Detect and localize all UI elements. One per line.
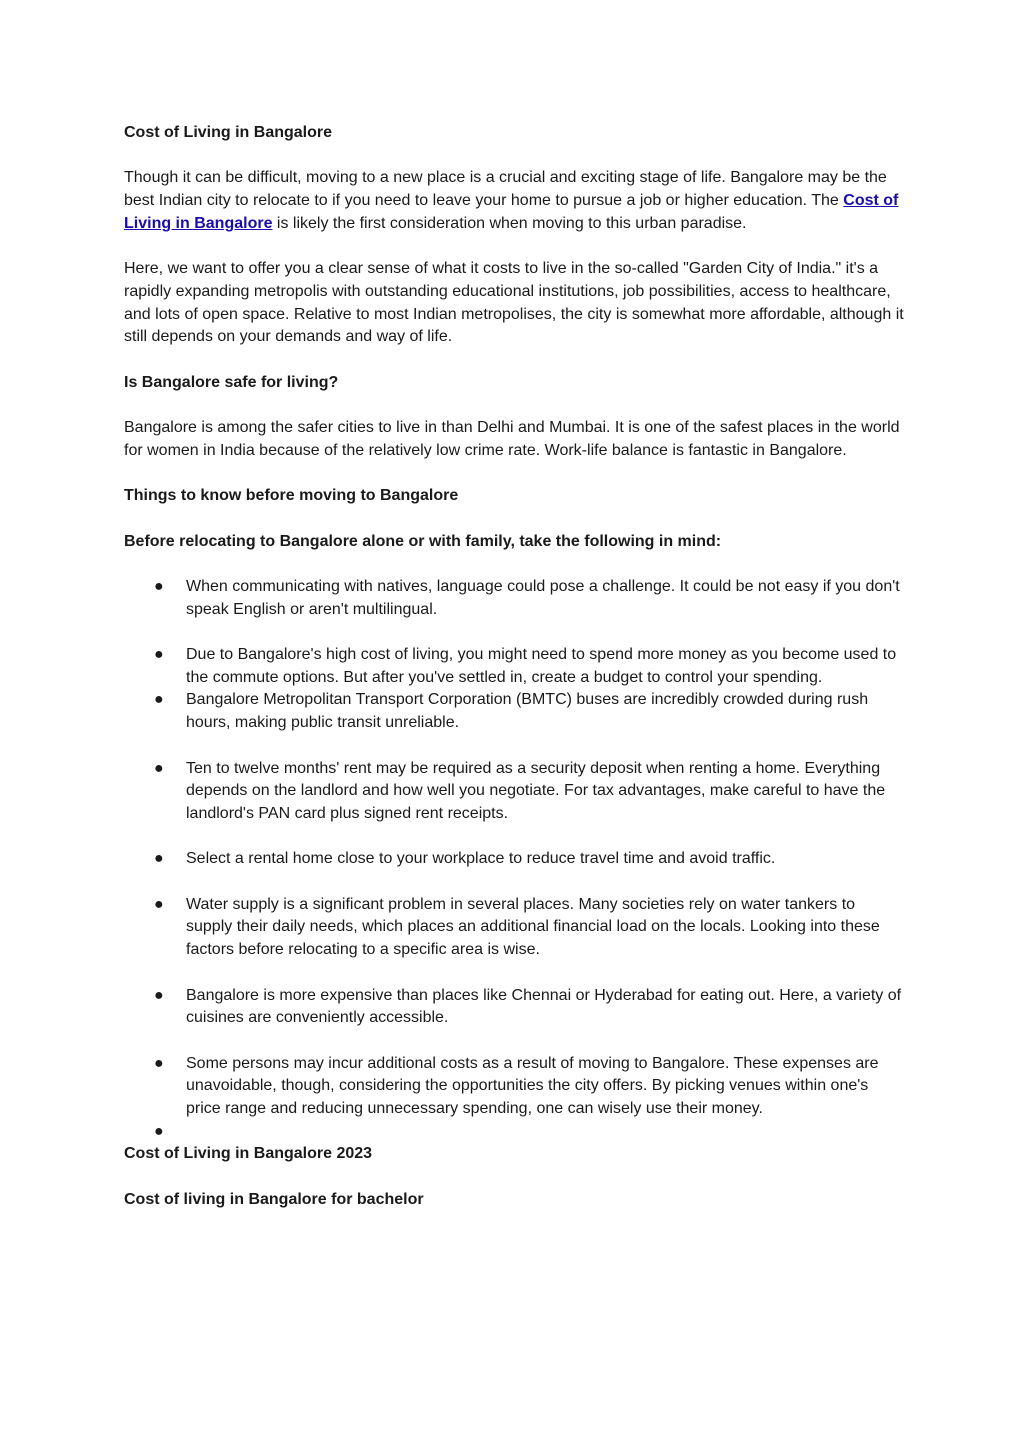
list-item xyxy=(124,576,904,621)
list-item xyxy=(124,985,904,1030)
overview-paragraph: Here, we want to offer you a clear sense of what it costs to live in the so-called "Garden City of India." it's a rapidly expanding metropolis with outstanding educational institutions, job possibilities, access to healthcare, and lots of open space. Relative to most Indian metropolises, the city is somewhat more affordable, although it still depends on your demands and way of life. xyxy=(124,260,904,346)
bullet-icon: ● xyxy=(154,986,164,1004)
safety-heading: Is Bangalore safe for living? xyxy=(124,373,339,391)
list-item xyxy=(124,689,904,734)
bullet-icon: ● xyxy=(154,577,164,595)
bullet-icon: ● xyxy=(154,895,164,913)
list-item-text: Select a rental home close to your workplace to reduce travel time and avoid traffic. xyxy=(186,850,776,868)
list-item xyxy=(124,848,904,871)
list-item xyxy=(124,894,904,962)
intro-paragraph xyxy=(124,167,904,235)
document-body xyxy=(124,122,904,1212)
page-title: Cost of Living in Bangalore xyxy=(124,124,333,141)
list-item xyxy=(124,758,904,826)
cost-of-living-link[interactable]: Cost of Living in Bangalore xyxy=(124,192,899,232)
bullet-icon: ● xyxy=(154,850,164,868)
bachelor-heading: Cost of living in Bangalore for bachelor xyxy=(124,1190,424,1208)
list-item-text: When communicating with natives, language could pose a challenge. It could be not easy if you don't speak English or aren't multilingual. xyxy=(186,577,900,618)
list-item-text: Bangalore Metropolitan Transport Corporation (BMTC) buses are incredibly crowded during rush hours, making public transit unreliable. xyxy=(186,691,869,732)
list-item-empty xyxy=(124,1121,904,1144)
bullet-icon: ● xyxy=(154,691,164,709)
list-item xyxy=(124,644,904,689)
bullet-icon: ● xyxy=(154,1122,164,1140)
list-item-text: Bangalore is more expensive than places like Chennai or Hyderabad for eating out. Here, a variety of cuisines are conveniently accessible. xyxy=(186,986,902,1027)
relocating-heading: Before relocating to Bangalore alone or with family, take the following in mind: xyxy=(124,532,722,550)
intro-text-before-link: Though it can be difficult, moving to a new place is a crucial and exciting stage of life. Bangalore may be the best Indian city to relocate to if you need to leave your home to pursue a job or higher education. The xyxy=(124,169,887,210)
list-item-text: Due to Bangalore's high cost of living, you might need to spend more money as you become used to the commute options. But after you've settled in, create a budget to control your spending. xyxy=(186,646,897,686)
list-item-text: Some persons may incur additional costs as a result of moving to Bangalore. These expenses are unavoidable, though, considering the opportunities the city offers. By picking venues within one's price range and reducing unnecessary spending, one can wisely use their money. xyxy=(186,1054,879,1118)
safety-paragraph: Bangalore is among the safer cities to live in than Delhi and Mumbai. It is one of the safest places in the world for women in India because of the relatively low crime rate. Work-life balance is fantastic in Bangalore. xyxy=(124,419,900,459)
bullet-icon: ● xyxy=(154,759,164,777)
things-to-know-heading: Things to know before moving to Bangalore xyxy=(124,487,459,505)
list-item xyxy=(124,1053,904,1121)
list-item-text xyxy=(186,1123,190,1140)
intro-text-after-link: is likely the first consideration when moving to this urban paradise. xyxy=(272,214,747,232)
list-item-text: Ten to twelve months' rent may be required as a security deposit when renting a home. Everything depends on the landlord and how well you negotiate. For tax advantages, make careful to have the landlord's PAN card plus signed rent receipts. xyxy=(186,759,886,822)
tips-list xyxy=(124,576,904,1143)
list-item-text: Water supply is a significant problem in several places. Many societies rely on water tankers to supply their daily needs, which places an additional financial load on the locals. Looking into these factors before relocating to a specific area is wise. xyxy=(186,895,880,959)
bullet-icon: ● xyxy=(154,646,164,664)
cost-2023-heading: Cost of Living in Bangalore 2023 xyxy=(124,1145,373,1163)
bullet-icon: ● xyxy=(154,1054,164,1072)
